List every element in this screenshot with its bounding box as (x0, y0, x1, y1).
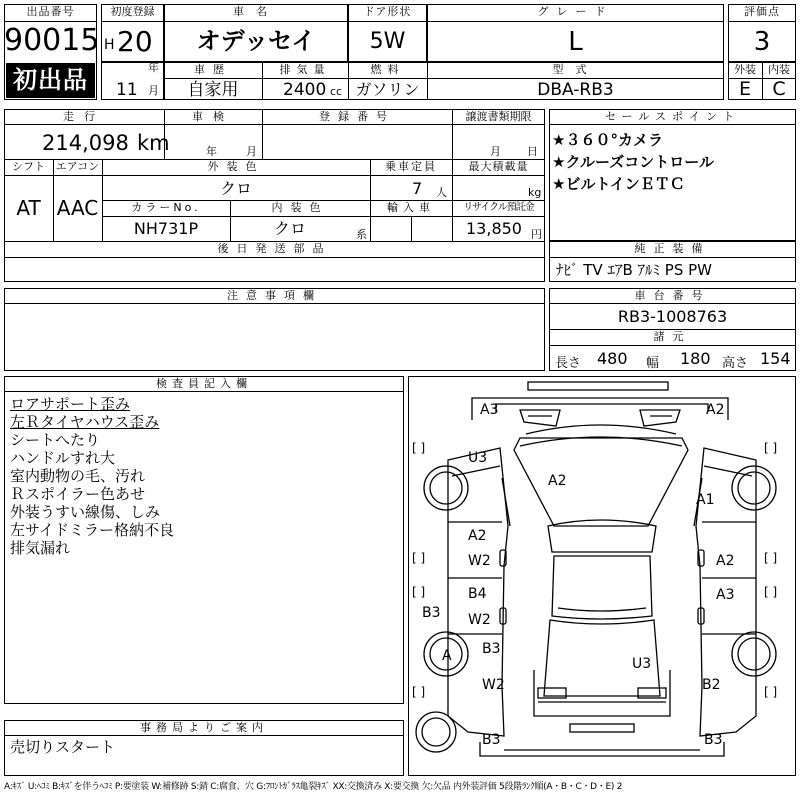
sales-point: ★３６０°カメラ (552, 131, 663, 149)
load-unit: kg (528, 186, 542, 199)
month-unit: 月 (148, 84, 159, 97)
recycle-label: リサイクル預託金 (463, 202, 534, 213)
bracket: [ ] (412, 685, 426, 699)
displacement-label: 排気量 (279, 63, 331, 76)
cautions-label: 注意事項欄 (227, 289, 322, 302)
model-code: DBA-RB3 (537, 80, 614, 100)
inspector-note: 室内動物の毛、汚れ (10, 467, 146, 485)
history: 自家用 (187, 80, 239, 100)
mark-rear-left: B3 (482, 732, 501, 748)
inspector-note: 外装うすい線傷、しみ (10, 503, 161, 521)
width-label: 幅 (646, 356, 660, 371)
inspection-year-unit: 年 (206, 145, 217, 158)
office-message: 売切りスタート (10, 738, 116, 756)
int-color: クロ (273, 219, 306, 238)
inspection-label: 車検 (192, 110, 234, 123)
chassis-number: RB3-1008763 (617, 307, 728, 326)
mark-roof-rear: U3 (632, 656, 652, 672)
bracket: [ ] (412, 551, 426, 565)
chassis-label: 車台番号 (634, 289, 711, 302)
mark-hood: A2 (548, 473, 567, 489)
mark-right-front-door: A2 (716, 553, 735, 569)
mark-right-front-fender: A1 (696, 492, 715, 508)
bracket: [ ] (764, 441, 778, 455)
fuel: ガソリン (355, 80, 420, 99)
interior-grade: C (772, 78, 786, 100)
score-label: 評価点 (744, 5, 780, 18)
mileage-unit: km (137, 131, 170, 155)
year-unit: 年 (148, 61, 159, 74)
capacity-unit: 人 (436, 186, 447, 199)
inspector-note: 排気漏れ (10, 539, 71, 557)
displacement-unit: cc (330, 85, 343, 98)
recycle-fee: 13,850 (466, 219, 522, 238)
grade-label: グレード (537, 5, 614, 18)
color-no: NH731P (133, 219, 199, 238)
inspector-notes (10, 395, 400, 557)
car-name-label: 車名 (233, 5, 279, 18)
bracket: [ ] (764, 551, 778, 565)
mark-left-front-door-w: W2 (468, 553, 491, 569)
length: 480 (597, 349, 628, 368)
later-parts-label: 後日発送部品 (217, 242, 332, 255)
mark-front-left: A3 (480, 402, 499, 418)
equipment: ﾅﾋﾞ TV ｴｱB ｱﾙﾐ PS PW (556, 261, 712, 279)
exterior-grade-label: 外装 (734, 63, 756, 76)
history-label: 車歴 (194, 63, 232, 76)
ext-color-label: 外装色 (207, 160, 265, 173)
mark-left-rear-wheel: A (442, 648, 452, 664)
dims-label: 諸元 (653, 330, 692, 343)
mark-front-right: A2 (706, 402, 725, 418)
transfer-month-unit: 月 (490, 145, 501, 158)
mark-left-front-fender: U3 (468, 450, 488, 466)
mark-left-sill: B3 (422, 605, 441, 621)
car-name: オデッセイ (196, 27, 316, 55)
door-label: ドア形状 (363, 5, 412, 18)
exterior-grade: E (738, 78, 751, 100)
bracket: [ ] (412, 441, 426, 455)
load-label: 最大積載量 (468, 160, 529, 173)
inspector-note: ハンドルすれ大 (10, 449, 116, 467)
mark-left-rear-door-w: W2 (468, 612, 491, 628)
score: 3 (753, 27, 771, 57)
mark-left-rear-fender-w: W2 (482, 677, 505, 693)
sales-point: ★クルーズコントロール (552, 153, 714, 171)
capacity: 7 (412, 179, 423, 198)
import-label: 輸入車 (387, 201, 435, 214)
mark-right-rear-door: A3 (716, 587, 735, 603)
sales-points-label: セールスポイント (604, 110, 740, 123)
interior-grade-label: 内装 (768, 63, 790, 76)
inspector-note: 左サイドミラー格納不良 (10, 521, 174, 539)
equipment-label: 純正装備 (634, 242, 711, 255)
grade: L (568, 27, 583, 57)
fuel-label: 燃料 (370, 63, 405, 76)
inspector-note: Ｒスポイラー色あせ (10, 485, 146, 503)
first-listing-text: 初出品 (13, 66, 88, 94)
transfer-label: 譲渡書類期限 (465, 110, 532, 123)
mark-right-rear-fender: B2 (702, 677, 721, 693)
mark-left-rear-fender-top: B3 (482, 641, 501, 657)
int-color-unit: 系 (356, 228, 367, 241)
mark-left-front-door: A2 (468, 528, 487, 544)
first-reg-month: 11 (116, 80, 138, 100)
inspection-month-unit: 月 (246, 145, 257, 158)
door-type: 5W (369, 29, 406, 54)
first-reg-year: 20 (117, 25, 153, 58)
legend: A:ｷｽﾞ U:ﾍｺﾐ B:ｷｽﾞを伴うﾍｺﾐ P:要塗装 W:補修跡 S:錆 C:腐食、穴 G:ﾌﾛﾝﾄｶﾞﾗｽ亀裂ｷｽﾞ XX:交換済み X:要交換 欠:欠品 内外装評価 5段階ﾗﾝｸ順(A・B・C・D・E) 2 (4, 782, 623, 792)
reg-number-label: 登録番号 (319, 110, 395, 123)
office-label: 事務局よりご案内 (140, 721, 268, 734)
first-reg-label: 初度登録 (110, 5, 155, 18)
bracket: [ ] (764, 685, 778, 699)
displacement: 2400 (283, 80, 327, 100)
lot-number-label: 出品番号 (26, 5, 75, 18)
era-letter: H (104, 37, 115, 53)
mark-rear-right: B3 (704, 732, 723, 748)
inspector-label: 検査員記入欄 (156, 377, 252, 390)
sales-point: ★ビルトインＥＴＣ (552, 175, 685, 193)
width: 180 (680, 349, 711, 368)
ac-label: エアコン (55, 160, 100, 173)
inspector-note: ロアサポート歪み (10, 395, 131, 413)
length-label: 長さ (555, 356, 582, 371)
height: 154 (760, 349, 791, 368)
bracket: [ ] (764, 585, 778, 599)
inspector-note: 左Ｒタイヤハウス歪み (10, 413, 160, 431)
air-conditioner: AAC (56, 196, 99, 220)
ext-color: クロ (219, 179, 252, 198)
transfer-day-unit: 日 (527, 145, 538, 158)
mileage-label: 走行 (63, 110, 105, 123)
height-label: 高さ (722, 356, 749, 371)
shift: AT (16, 196, 41, 220)
lot-number: 90015 (4, 23, 100, 58)
inspector-note: シートへたり (10, 431, 101, 449)
int-color-label: 内装色 (271, 201, 329, 214)
capacity-label: 乗車定員 (385, 160, 437, 173)
color-no-label: カラーNo. (131, 201, 201, 214)
recycle-unit: 円 (531, 228, 542, 241)
model-code-label: 型式 (552, 63, 599, 76)
mark-left-rear-door: B4 (468, 586, 487, 602)
mileage: 214,098 (42, 131, 129, 155)
shift-label: シフト (12, 160, 45, 173)
car-diagram (408, 376, 796, 776)
bracket: [ ] (412, 585, 426, 599)
sales-points-list (552, 129, 792, 195)
